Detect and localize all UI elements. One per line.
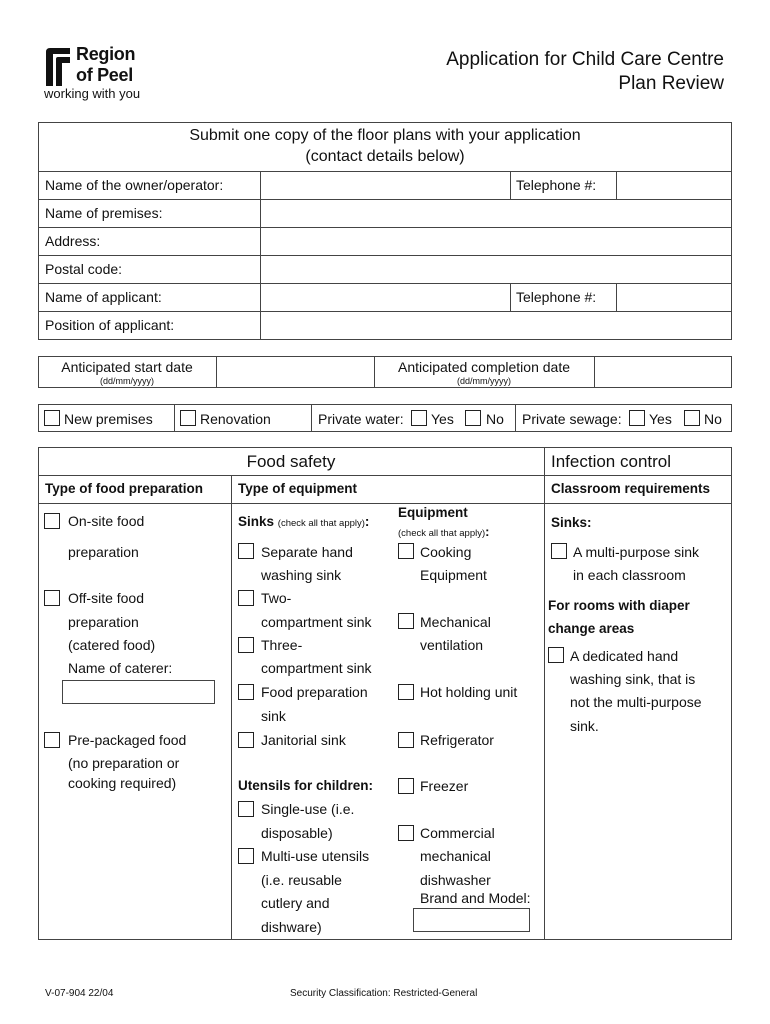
freezer-checkbox[interactable]	[398, 778, 414, 794]
cooking-equipment-checkbox[interactable]	[398, 543, 414, 559]
private-water-no-checkbox[interactable]	[465, 410, 481, 426]
offsite-food-label-line1: Off-site food	[68, 590, 145, 606]
divider	[38, 475, 732, 476]
private-water-label: Private water:	[318, 411, 404, 427]
separate-hand-sink-line2: washing sink	[261, 567, 342, 583]
classroom-sinks-label: Sinks:	[551, 515, 592, 530]
applicant-name-label: Name of applicant:	[45, 289, 162, 305]
postal-code-label: Postal code:	[45, 261, 123, 277]
equipment-type-heading: Type of equipment	[238, 481, 358, 496]
hot-holding-unit-checkbox[interactable]	[398, 684, 414, 700]
completion-date-field[interactable]	[596, 358, 730, 386]
start-date-field[interactable]	[218, 358, 372, 386]
single-use-utensils-line2: disposable)	[261, 825, 333, 841]
multi-purpose-sink-line1: A multi-purpose sink	[573, 544, 700, 560]
multi-use-utensils-line4: dishware)	[261, 919, 322, 935]
freezer-label: Freezer	[420, 778, 469, 794]
applicant-position-field[interactable]	[262, 313, 730, 338]
owner-operator-field[interactable]	[262, 173, 508, 197]
multi-use-utensils-checkbox[interactable]	[238, 848, 254, 864]
equipment-colon: :	[485, 524, 490, 539]
janitorial-sink-checkbox[interactable]	[238, 732, 254, 748]
dishwasher-line2: mechanical	[420, 848, 491, 864]
offsite-food-checkbox[interactable]	[44, 590, 60, 606]
new-premises-label: New premises	[64, 411, 153, 427]
equipment-heading: Equipment	[398, 505, 468, 520]
prepackaged-food-checkbox[interactable]	[44, 732, 60, 748]
refrigerator-checkbox[interactable]	[398, 732, 414, 748]
classroom-requirements-heading: Classroom requirements	[551, 481, 711, 496]
private-sewage-no-label: No	[704, 411, 722, 427]
three-compartment-sink-checkbox[interactable]	[238, 637, 254, 653]
multi-purpose-sink-line2: in each classroom	[573, 567, 686, 583]
start-date-format: (dd/mm/yyyy)	[100, 376, 154, 386]
start-date-label: Anticipated start date	[61, 359, 193, 375]
offsite-food-label-line3: (catered food)	[68, 637, 156, 653]
multi-use-utensils-line1: Multi-use utensils	[261, 848, 370, 864]
divider	[515, 404, 516, 432]
brand-model-label: Brand and Model:	[420, 890, 531, 906]
completion-date-format: (dd/mm/yyyy)	[457, 376, 511, 386]
applicant-position-label: Position of applicant:	[45, 317, 175, 333]
utensils-heading: Utensils for children:	[238, 778, 374, 793]
refrigerator-label: Refrigerator	[420, 732, 494, 748]
document-title-line2: Plan Review	[618, 73, 724, 94]
applicant-name-field[interactable]	[262, 285, 508, 309]
offsite-food-label-line2: preparation	[68, 614, 139, 630]
region-of-peel-mark-icon	[44, 46, 72, 86]
logo-name-line2: of Peel	[76, 65, 133, 85]
cooking-equipment-line1: Cooking	[420, 544, 472, 560]
food-prep-sink-line2: sink	[261, 708, 286, 724]
single-use-utensils-line1: Single-use (i.e.	[261, 801, 355, 817]
equipment-note-text: (check all that apply)	[398, 528, 486, 539]
applicant-telephone-label: Telephone #:	[516, 289, 597, 305]
diaper-rooms-heading-line2: change areas	[548, 621, 635, 636]
private-water-yes-label: Yes	[431, 411, 454, 427]
sinks-colon: :	[364, 514, 370, 529]
divider	[38, 311, 732, 312]
contact-heading-line2: (contact details below)	[305, 148, 465, 165]
caterer-name-label: Name of caterer:	[68, 660, 173, 676]
two-compartment-sink-line1: Two-	[261, 590, 292, 606]
divider	[260, 171, 261, 340]
dishwasher-checkbox[interactable]	[398, 825, 414, 841]
owner-telephone-label: Telephone #:	[516, 177, 597, 193]
caterer-name-input[interactable]	[62, 680, 215, 704]
dishwasher-line1: Commercial	[420, 825, 495, 841]
divider	[510, 283, 511, 311]
onsite-food-checkbox[interactable]	[44, 513, 60, 529]
sinks-note: (check all that apply)	[277, 518, 365, 529]
multi-purpose-sink-checkbox[interactable]	[551, 543, 567, 559]
logo-name-line1: Region	[76, 44, 136, 64]
mechanical-ventilation-checkbox[interactable]	[398, 613, 414, 629]
mechanical-ventilation-line2: ventilation	[420, 637, 484, 653]
contact-heading-line1: Submit one copy of the floor plans with your application	[189, 127, 581, 144]
onsite-food-label-line1: On-site food	[68, 513, 145, 529]
private-water-yes-checkbox[interactable]	[411, 410, 427, 426]
janitorial-sink-label: Janitorial sink	[261, 732, 346, 748]
new-premises-checkbox[interactable]	[44, 410, 60, 426]
applicant-telephone-field[interactable]	[618, 285, 730, 309]
logo-name	[76, 44, 135, 86]
divider	[544, 447, 545, 940]
logo-tagline: working with you	[44, 86, 141, 101]
document-title	[446, 48, 724, 96]
postal-code-field[interactable]	[262, 257, 730, 281]
two-compartment-sink-checkbox[interactable]	[238, 590, 254, 606]
divider	[38, 283, 732, 284]
food-preparation-type-heading: Type of food preparation	[45, 481, 203, 496]
divider	[594, 356, 595, 388]
brand-model-input[interactable]	[413, 908, 530, 932]
renovation-checkbox[interactable]	[180, 410, 196, 426]
food-safety-heading: Food safety	[246, 452, 336, 471]
divider	[38, 227, 732, 228]
dishwasher-line3: dishwasher	[420, 872, 491, 888]
three-compartment-sink-line2: compartment sink	[261, 660, 372, 676]
document-title-line1: Application for Child Care Centre	[446, 49, 724, 70]
sinks-heading	[238, 514, 369, 532]
private-sewage-yes-checkbox[interactable]	[629, 410, 645, 426]
onsite-food-label-line2: preparation	[68, 544, 139, 560]
contact-table-heading	[38, 125, 732, 167]
prepackaged-food-label-line1: Pre-packaged food	[68, 732, 187, 748]
divider	[38, 255, 732, 256]
premises-name-field[interactable]	[262, 201, 730, 225]
address-field[interactable]	[262, 229, 730, 253]
divider	[174, 404, 175, 432]
diaper-rooms-heading-line1: For rooms with diaper	[548, 598, 690, 613]
owner-operator-label: Name of the owner/operator:	[45, 177, 224, 193]
address-label: Address:	[45, 233, 101, 249]
dedicated-hand-sink-line4: sink.	[570, 718, 599, 734]
single-use-utensils-checkbox[interactable]	[238, 801, 254, 817]
divider	[38, 199, 732, 200]
divider	[311, 404, 312, 432]
private-sewage-label: Private sewage:	[522, 411, 622, 427]
dedicated-hand-sink-checkbox[interactable]	[548, 647, 564, 663]
prepackaged-food-label-line3: cooking required)	[68, 775, 177, 791]
prepackaged-food-label-line2: (no preparation or	[68, 755, 180, 771]
sinks-heading-text: Sinks	[238, 514, 275, 529]
hot-holding-unit-label: Hot holding unit	[420, 684, 518, 700]
cooking-equipment-line2: Equipment	[420, 567, 487, 583]
two-compartment-sink-line2: compartment sink	[261, 614, 372, 630]
divider	[38, 171, 732, 172]
divider	[616, 171, 617, 199]
divider	[510, 171, 511, 199]
premises-name-label: Name of premises:	[45, 205, 163, 221]
divider	[616, 283, 617, 311]
form-number: V-07-904 22/04	[45, 988, 114, 999]
divider	[216, 356, 217, 388]
private-sewage-yes-label: Yes	[649, 411, 672, 427]
private-water-no-label: No	[486, 411, 504, 427]
dedicated-hand-sink-line3: not the multi-purpose	[570, 694, 702, 710]
private-sewage-no-checkbox[interactable]	[684, 410, 700, 426]
food-prep-sink-checkbox[interactable]	[238, 684, 254, 700]
multi-use-utensils-line2: (i.e. reusable	[261, 872, 342, 888]
region-of-peel-logo	[44, 44, 174, 104]
separate-hand-sink-checkbox[interactable]	[238, 543, 254, 559]
completion-date-label: Anticipated completion date	[398, 359, 570, 375]
dedicated-hand-sink-line1: A dedicated hand	[570, 648, 679, 664]
food-prep-sink-line1: Food preparation	[261, 684, 368, 700]
security-classification: Security Classification: Restricted-General	[290, 988, 478, 999]
owner-telephone-field[interactable]	[618, 173, 730, 197]
equipment-note	[398, 524, 489, 542]
infection-control-heading: Infection control	[551, 452, 672, 471]
separate-hand-sink-line1: Separate hand	[261, 544, 353, 560]
three-compartment-sink-line1: Three-	[261, 637, 303, 653]
dedicated-hand-sink-line2: washing sink, that is	[570, 671, 696, 687]
divider	[38, 503, 732, 504]
mechanical-ventilation-line1: Mechanical	[420, 614, 491, 630]
divider	[231, 475, 232, 940]
multi-use-utensils-line3: cutlery and	[261, 895, 330, 911]
renovation-label: Renovation	[200, 411, 271, 427]
